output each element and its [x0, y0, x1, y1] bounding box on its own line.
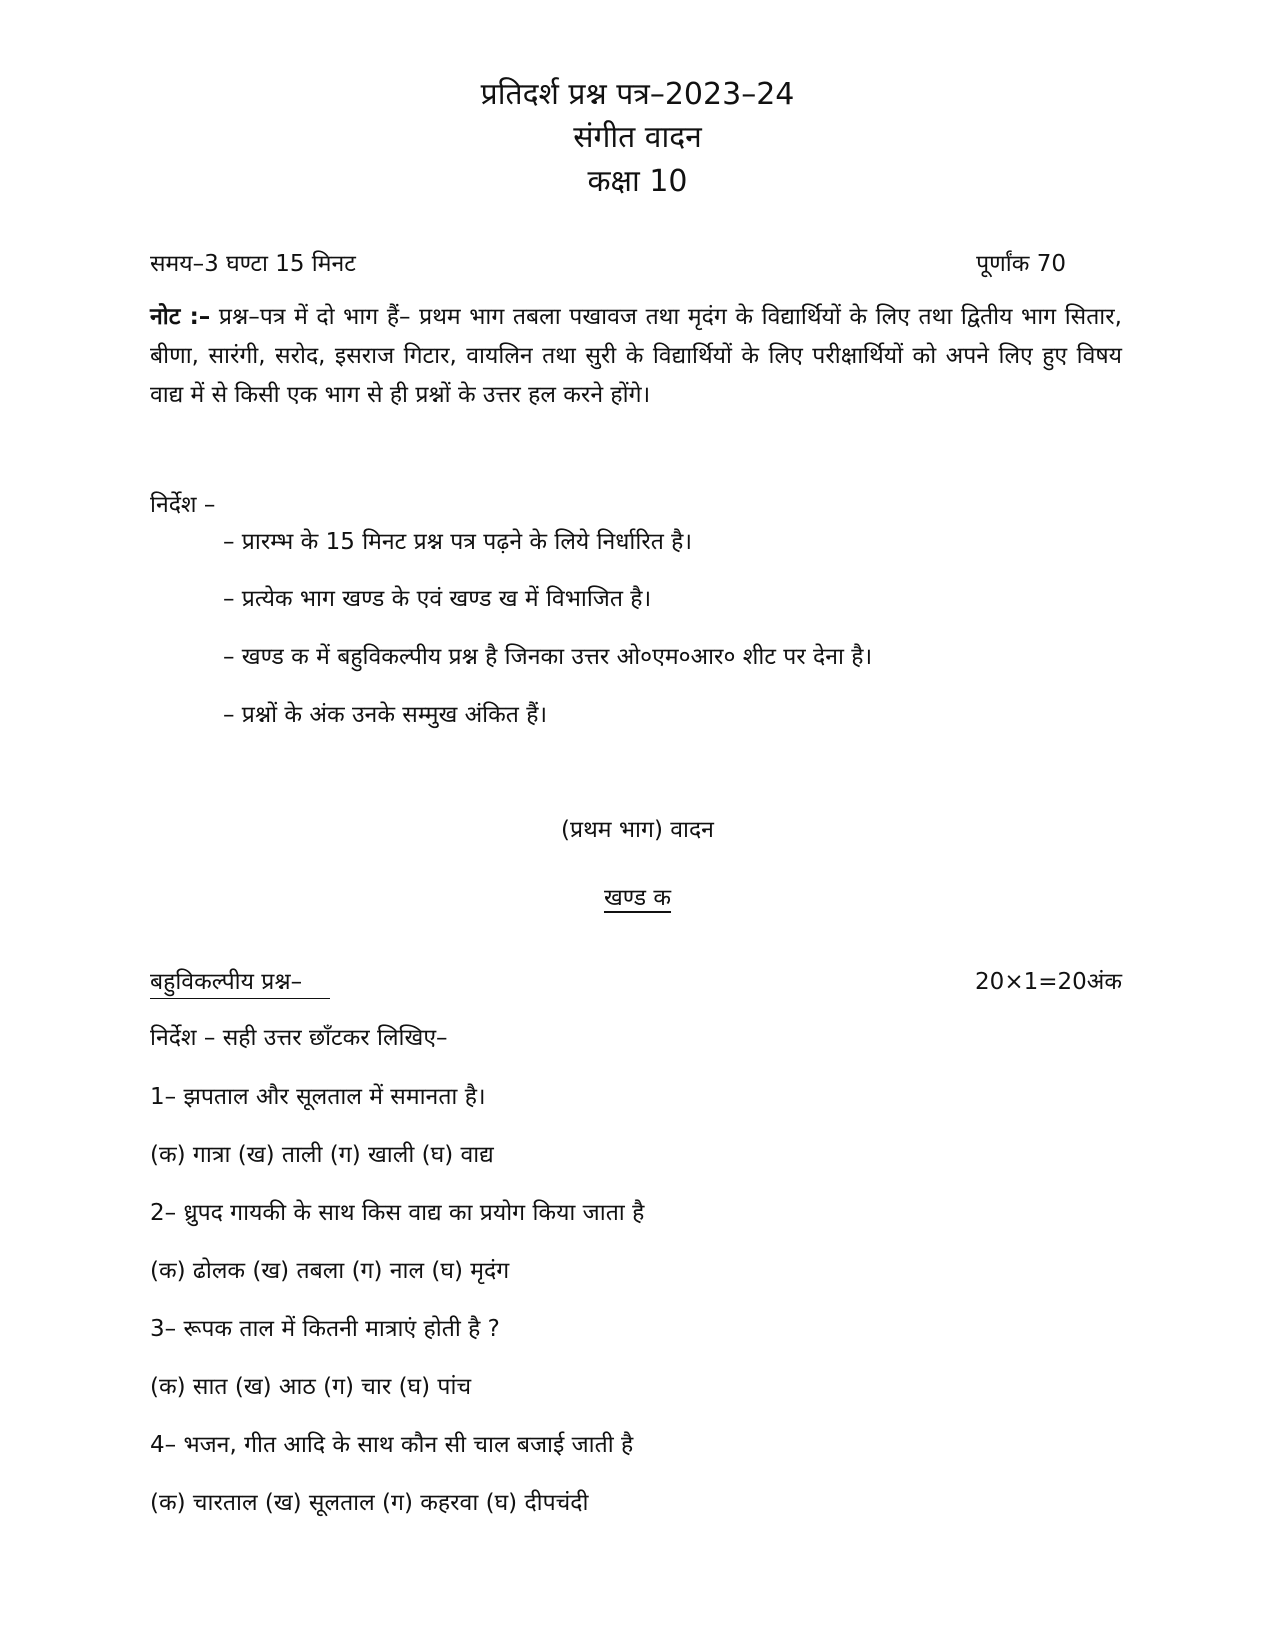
- note-text: प्रश्न–पत्र में दो भाग हैं– प्रथम भाग तबला पखावज तथा मृदंग के विद्यार्थियों के लिए तथा द्वितीय भाग सितार, बीणा, सारंगी, सरोद, इसराज गिटार, वायलिन तथा सुरी के विद्यार्थियों के लिए परीक्षार्थियों को अपने लिए हुए विषय वाद्य में से किसी एक भाग से ही प्रश्नों के उत्तर हल करने होंगे।: [150, 304, 1122, 408]
- max-marks: पूर्णांक 70: [976, 251, 1066, 277]
- mcq-instruction: निर्देश – सही उत्तर छाँटकर लिखिए–: [150, 1025, 448, 1051]
- question-options: (क) चारताल (ख) सूलताल (ग) कहरवा (घ) दीपचंदी: [150, 1490, 589, 1516]
- directions-heading: निर्देश –: [150, 492, 216, 518]
- meta-row: [150, 246, 1122, 278]
- direction-item: – खण्ड क में बहुविकल्पीय प्रश्न है जिनका उत्तर ओ०एम०आर० शीट पर देना है।: [223, 644, 873, 670]
- mcq-marks: 20×1=20अंक: [975, 969, 1122, 995]
- question-options: (क) ढोलक (ख) तबला (ग) नाल (घ) मृदंग: [150, 1258, 510, 1284]
- question-options: (क) सात (ख) आठ (ग) चार (घ) पांच: [150, 1374, 472, 1400]
- subject-title: संगीत वादन: [573, 120, 702, 155]
- question-text: 1– झपताल और सूलताल में समानता है।: [150, 1084, 486, 1110]
- section-heading-wrap: [0, 880, 1275, 912]
- mcq-heading-row: [150, 964, 1122, 999]
- part-title: (प्रथम भाग) वादन: [561, 817, 714, 843]
- question-text: 2– ध्रुपद गायकी के साथ किस वाद्य का प्रयोग किया जाता है: [150, 1200, 645, 1226]
- paper-title: प्रतिदर्श प्रश्न पत्र–2023–24: [480, 77, 795, 112]
- question-text: 4– भजन, गीत आदि के साथ कौन सी चाल बजाई जाती है: [150, 1432, 634, 1458]
- class-title: कक्षा 10: [587, 164, 688, 199]
- question-options: (क) गात्रा (ख) ताली (ग) खाली (घ) वाद्य: [150, 1142, 494, 1168]
- mcq-heading: बहुविकल्पीय प्रश्न–: [150, 964, 330, 999]
- direction-item: – प्रश्नों के अंक उनके सम्मुख अंकित हैं।: [223, 702, 548, 728]
- direction-item: – प्रत्येक भाग खण्ड के एवं खण्ड ख में विभाजित है।: [223, 586, 652, 612]
- note-paragraph: [150, 298, 1122, 415]
- section-heading: खण्ड क: [603, 885, 672, 911]
- note-label: नोट :–: [150, 304, 211, 330]
- direction-item: – प्रारम्भ के 15 मिनट प्रश्न पत्र पढ़ने के लिये निर्धारित है।: [223, 529, 693, 555]
- question-text: 3– रूपक ताल में कितनी मात्राएं होती है ?: [150, 1316, 500, 1342]
- time-allowed: समय–3 घण्टा 15 मिनट: [150, 251, 356, 277]
